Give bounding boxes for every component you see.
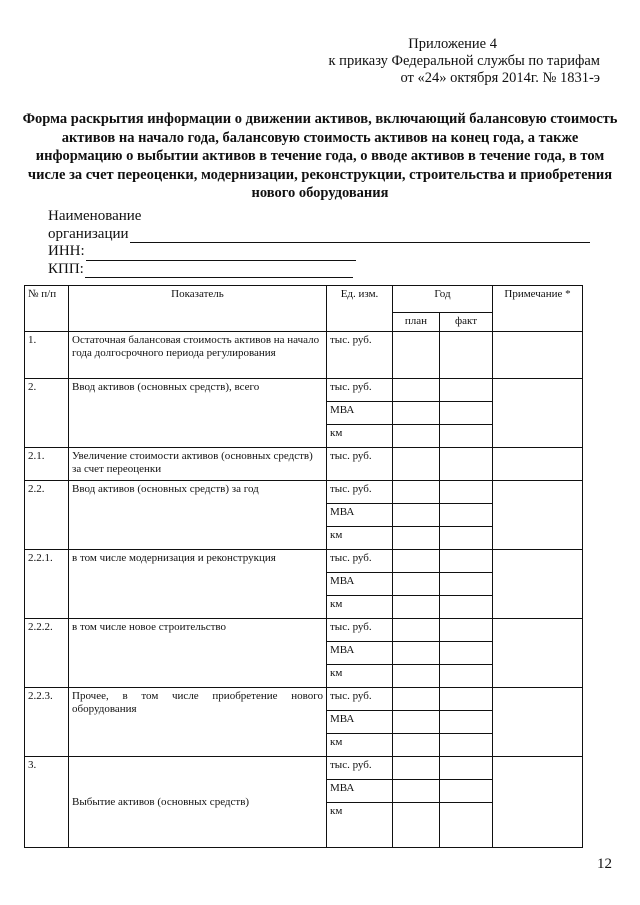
annex-date: от «24» октября 2014г. № 1831-э <box>400 70 600 86</box>
org-name-label: Наименование <box>48 208 142 224</box>
fact-cell[interactable] <box>440 642 493 665</box>
row-unit: км <box>327 527 393 550</box>
note-cell[interactable] <box>493 688 583 757</box>
row-label: в том числе новое строительство <box>69 619 327 688</box>
fact-cell[interactable] <box>440 711 493 734</box>
fact-cell[interactable] <box>440 665 493 688</box>
table-row <box>25 688 583 711</box>
plan-cell[interactable] <box>393 803 440 848</box>
row-num: 2.2.3. <box>25 688 69 757</box>
note-cell[interactable] <box>493 448 583 481</box>
plan-cell[interactable] <box>393 379 440 402</box>
row-unit: км <box>327 803 393 848</box>
form-title: Форма раскрытия информации о движении активов, включающий балансовую стоимость активов на начало года, балансовую стоимость активов на конец года, а также информацию о выбытии активов в течение года, о вводе активов в течение года, в том числе за счет переоценки, модернизации, реконструкции, строительства и приобретения нового оборудования <box>22 111 618 201</box>
row-unit: МВА <box>327 642 393 665</box>
header-year: Год <box>393 286 493 313</box>
kpp-label: КПП: <box>48 260 84 277</box>
header-indicator: Показатель <box>69 286 327 332</box>
table-row <box>25 332 583 379</box>
fact-cell[interactable] <box>440 481 493 504</box>
row-unit: МВА <box>327 780 393 803</box>
row-unit: тыс. руб. <box>327 448 393 481</box>
fact-cell[interactable] <box>440 402 493 425</box>
fact-cell[interactable] <box>440 550 493 573</box>
fact-cell[interactable] <box>440 596 493 619</box>
fact-cell[interactable] <box>440 688 493 711</box>
plan-cell[interactable] <box>393 711 440 734</box>
fact-cell[interactable] <box>440 527 493 550</box>
plan-cell[interactable] <box>393 550 440 573</box>
plan-cell[interactable] <box>393 402 440 425</box>
table-row <box>25 550 583 573</box>
inn-label: ИНН: <box>48 243 85 259</box>
note-cell[interactable] <box>493 481 583 550</box>
fact-cell[interactable] <box>440 803 493 848</box>
row-label: Ввод активов (основных средств) за год <box>69 481 327 550</box>
row-num: 2.1. <box>25 448 69 481</box>
inn-field[interactable] <box>86 246 356 261</box>
header-note: Примечание * <box>493 286 583 332</box>
row-label: в том числе модернизация и реконструкция <box>69 550 327 619</box>
plan-cell[interactable] <box>393 527 440 550</box>
row-label: Ввод активов (основных средств), всего <box>69 379 327 448</box>
row-unit: тыс. руб. <box>327 550 393 573</box>
row-num: 2.2.1. <box>25 550 69 619</box>
row-label: Увеличение стоимости активов (основных средств) за счет переоценки <box>69 448 327 481</box>
fact-cell[interactable] <box>440 425 493 448</box>
plan-cell[interactable] <box>393 573 440 596</box>
row-unit: тыс. руб. <box>327 379 393 402</box>
table-row <box>25 757 583 780</box>
row-num: 2.2.2. <box>25 619 69 688</box>
note-cell[interactable] <box>493 379 583 448</box>
row-unit: МВА <box>327 573 393 596</box>
fact-cell[interactable] <box>440 619 493 642</box>
row-unit: тыс. руб. <box>327 481 393 504</box>
table-row <box>25 448 583 481</box>
row-unit: тыс. руб. <box>327 332 393 379</box>
row-unit: км <box>327 665 393 688</box>
assets-table <box>24 285 583 848</box>
plan-cell[interactable] <box>393 757 440 780</box>
table-row <box>25 379 583 402</box>
plan-cell[interactable] <box>393 780 440 803</box>
org-name-label-2: организации <box>48 225 129 242</box>
annex-order: к приказу Федеральной службы по тарифам <box>328 53 600 69</box>
row-unit: км <box>327 425 393 448</box>
kpp-field[interactable] <box>85 263 353 278</box>
plan-cell[interactable] <box>393 619 440 642</box>
plan-cell[interactable] <box>393 665 440 688</box>
header-unit: Ед. изм. <box>327 286 393 332</box>
note-cell[interactable] <box>493 550 583 619</box>
table-row <box>25 619 583 642</box>
row-unit: МВА <box>327 711 393 734</box>
org-name-field[interactable] <box>130 228 590 243</box>
header-plan: план <box>393 313 440 332</box>
fact-cell[interactable] <box>440 757 493 780</box>
plan-cell[interactable] <box>393 504 440 527</box>
row-unit: МВА <box>327 402 393 425</box>
annex-title: Приложение 4 <box>408 36 497 52</box>
page-number: 12 <box>597 856 612 872</box>
row-unit: МВА <box>327 504 393 527</box>
organization-block <box>48 208 590 278</box>
plan-cell[interactable] <box>393 332 440 379</box>
row-label: Выбытие активов (основных средств) <box>69 757 327 848</box>
plan-cell[interactable] <box>393 734 440 757</box>
plan-cell[interactable] <box>393 642 440 665</box>
fact-cell[interactable] <box>440 448 493 481</box>
fact-cell[interactable] <box>440 573 493 596</box>
note-cell[interactable] <box>493 619 583 688</box>
plan-cell[interactable] <box>393 688 440 711</box>
fact-cell[interactable] <box>440 504 493 527</box>
row-unit: тыс. руб. <box>327 619 393 642</box>
plan-cell[interactable] <box>393 425 440 448</box>
row-unit: км <box>327 596 393 619</box>
header-num: № п/п <box>25 286 69 332</box>
row-num: 2. <box>25 379 69 448</box>
fact-cell[interactable] <box>440 734 493 757</box>
header-fact: факт <box>440 313 493 332</box>
note-cell[interactable] <box>493 757 583 848</box>
fact-cell[interactable] <box>440 780 493 803</box>
plan-cell[interactable] <box>393 596 440 619</box>
row-num: 2.2. <box>25 481 69 550</box>
plan-cell[interactable] <box>393 448 440 481</box>
row-unit: км <box>327 734 393 757</box>
fact-cell[interactable] <box>440 332 493 379</box>
row-num: 3. <box>25 757 69 848</box>
annex-reference <box>280 36 600 87</box>
row-num: 1. <box>25 332 69 379</box>
row-unit: тыс. руб. <box>327 688 393 711</box>
plan-cell[interactable] <box>393 481 440 504</box>
row-label: Остаточная балансовая стоимость активов на начало года долгосрочного периода регулирования <box>69 332 327 379</box>
fact-cell[interactable] <box>440 379 493 402</box>
row-unit: тыс. руб. <box>327 757 393 780</box>
note-cell[interactable] <box>493 332 583 379</box>
row-label: Прочее, в том числе приобретение нового оборудования <box>69 688 327 757</box>
table-row <box>25 481 583 504</box>
